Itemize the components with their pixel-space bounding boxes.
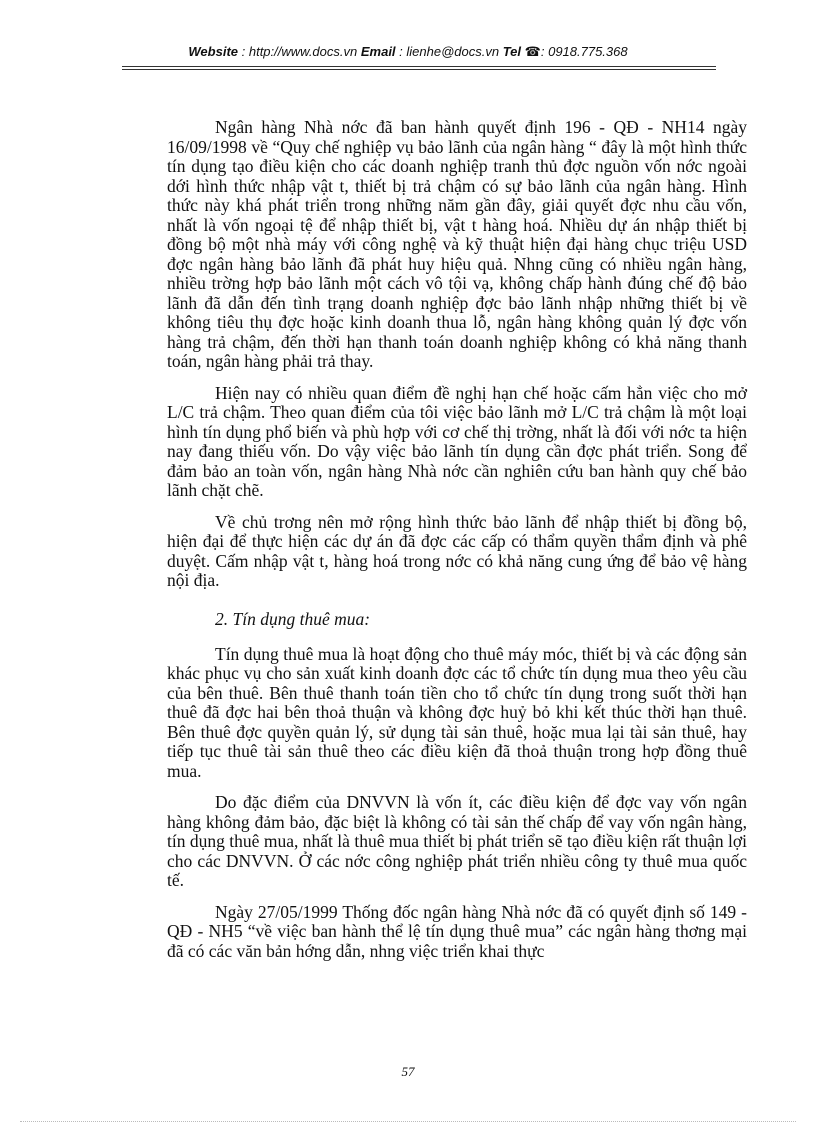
page-number: 57 [401,1064,415,1079]
email-value: : lienhe@docs.vn [399,44,500,59]
phone-icon: ☎ [524,44,541,59]
website-value: : http://www.docs.vn [241,44,358,59]
website-label: Website [188,44,238,59]
page-header [0,44,816,60]
header-rule-top [122,66,716,67]
paragraph-6: Ngày 27/05/1999 Thống đốc ngân hàng Nhà nớc đã có quyết định số 149 - QĐ - NH5 “về việc ban hành thể lệ tín dụng thuê mua” các ngân hàng thơng mại đã có các văn bản hớng dẫn, nhng việc triển khai thực [167,901,747,961]
section-heading: 2. Tín dụng thuê mua: [215,608,371,629]
email-label: Email [360,44,396,59]
paragraph-4: Tín dụng thuê mua là hoạt động cho thuê máy móc, thiết bị và các động sản khác phục vụ cho sản xuất kinh doanh đợc các tổ chức tín dụng mua theo yêu cầu của bên thuê. Bên thuê thanh toán tiền cho tổ chức tín dụng trong suốt thời hạn thuê đã đợc hai bên thoả thuận và không đợc huỷ bỏ khi kết thúc thời hạn thuê. Bên thuê đợc quyền quản lý, sử dụng tài sản thuê, hoặc mua lại tài sản thuê, hay tiếp tục thuê tài sản thuê theo các điều kiện đã thoả thuận trong hợp đồng thuê mua. [167,643,747,781]
paragraph-3: Về chủ trơng nên mở rộng hình thức bảo lãnh để nhập thiết bị đồng bộ, hiện đại để thực hiện các dự án đã đợc các cấp có thẩm quyền thẩm định và phê duyệt. Cấm nhập vật t, hàng hoá trong nớc có khả năng cung ứng để bảo vệ hàng nội địa. [167,511,747,590]
paragraph-5: Do đặc điểm của DNVVN là vốn ít, các điều kiện để đợc vay vốn ngân hàng không đảm bảo, đặc biệt là không có tài sản thế chấp để vay vốn ngân hàng, tín dụng thuê mua, nhất là thuê mua thiết bị phát triển sẽ tạo điều kiện rất thuận lợi cho các DNVVN. Ở các nớc công nghiệp phát triển nhiều công ty thuê mua quốc tế. [167,792,747,890]
header-rule-bottom [122,69,716,70]
footer-divider [20,1121,796,1122]
paragraph-2: Hiện nay có nhiều quan điểm đề nghị hạn chế hoặc cấm hẳn việc cho mở L/C trả chậm. Theo quan điểm của tôi việc bảo lãnh mở L/C trả chậm là một loại hình tín dụng phổ biến và phù hợp với cơ chế thị trờng, nhất là đối với nớc ta hiện nay đang thiếu vốn. Do vậy việc bảo lãnh tín dụng cần đợc phát triển. Song để đảm bảo an toàn vốn, ngân hàng Nhà nớc cần nghiên cứu ban hành quy chế bảo lãnh chặt chẽ. [167,382,747,500]
page-body [167,118,747,973]
tel-label: Tel [502,44,522,59]
paragraph-1: Ngân hàng Nhà nớc đã ban hành quyết định 196 - QĐ - NH14 ngày 16/09/1998 về “Quy chế nghiệp vụ bảo lãnh của ngân hàng “ đây là một hình thức tín dụng tạo điều kiện cho các doanh nghiệp tranh thủ đợc nguồn vốn nớc ngoài dới hình thức nhập vật t, thiết bị trả chậm có sự bảo lãnh của ngân hàng. Hình thức này khá phát triển trong những năm gần đây, giải quyết đợc nhu cầu vốn, nhất là vốn ngoại tệ để nhập thiết bị, vật t hàng hoá. Nhiều dự án nhập thiết bị đồng bộ một nhà máy với công nghệ và kỹ thuật hiện đại hàng chục triệu USD đợc ngân hàng bảo lãnh đã phát huy hiệu quả. Nhng cũng có nhiều ngân hàng, nhiều trờng hợp bảo lãnh một cách vô tội vạ, không chấp hành đúng chế độ bảo lãnh đã dẫn đến tình trạng doanh nghiệp đợc bảo lãnh nhập những thiết bị về không tiêu thụ đợc hoặc kinh doanh thua lỗ, ngân hàng không quản lý đợc vốn hàng trả chậm, đến thời hạn thanh toán doanh nghiệp không có khả năng thanh toán, ngân hàng phải trả thay. [167,117,747,371]
tel-value: : 0918.775.368 [540,44,628,59]
